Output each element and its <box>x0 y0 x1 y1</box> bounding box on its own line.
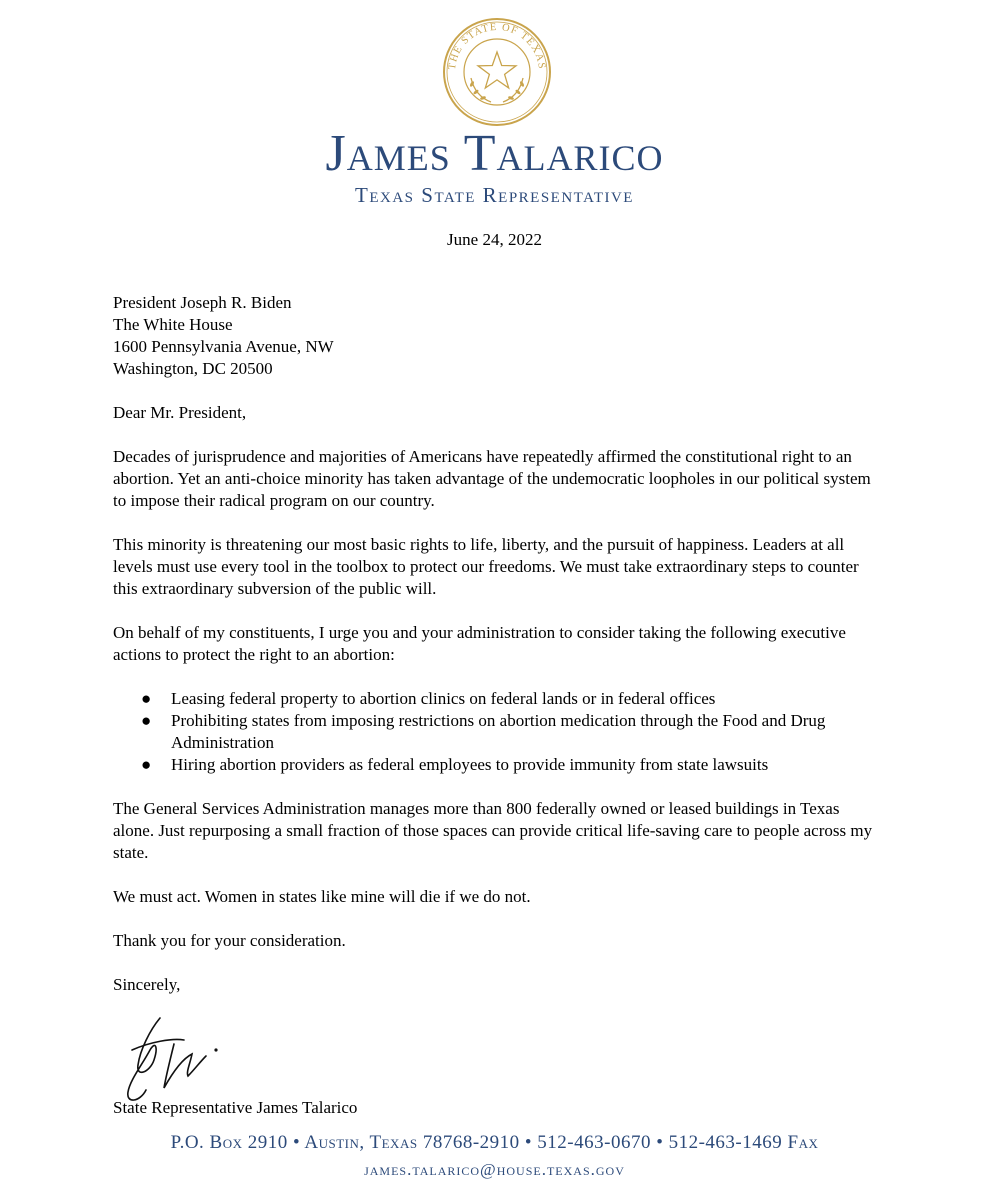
paragraph: Decades of jurisprudence and majorities of Americans have repeatedly affirmed the constitutional right to an abortion. Yet an anti-choice minority has taken advantage of the undemocratic loopholes in our political system to impose their radical program on our country. <box>113 447 871 510</box>
texas-state-seal-icon <box>441 16 553 128</box>
signer-name: State Representative James Talarico <box>113 1098 358 1117</box>
list-item-text: Leasing federal property to abortion clinics on federal lands or in federal offices <box>171 689 716 708</box>
recipient-line: President Joseph R. Biden <box>113 293 292 312</box>
bullet-icon: ● <box>141 689 152 708</box>
svg-text:THE STATE OF TEXAS: THE STATE OF TEXAS <box>446 21 548 71</box>
footer-email: james.talarico@house.texas.gov <box>364 1160 625 1179</box>
list-item <box>113 710 873 754</box>
bullet-icon: ● <box>141 711 152 730</box>
letterhead-name: James Talarico <box>325 125 664 182</box>
letterhead-title: Texas State Representative <box>355 183 634 207</box>
paragraph: This minority is threatening our most basic rights to life, liberty, and the pursuit of happiness. Leaders at all levels must use every tool in the toolbox to protect our freedoms. We must take extraordinary steps to counter this extraordinary subversion of the public will. <box>113 535 859 598</box>
footer-address: P.O. Box 2910 • Austin, Texas 78768-2910 • 512-463-0670 • 512-463-1469 Fax <box>170 1132 819 1153</box>
recipient-address <box>113 292 873 380</box>
list-item-text: Prohibiting states from imposing restrictions on abortion medication through the Food and Drug Administration <box>171 711 826 752</box>
paragraph: The General Services Administration manages more than 800 federally owned or leased buildings in Texas alone. Just repurposing a small fraction of those spaces can provide critical life-saving care to people across my state. <box>113 799 873 862</box>
recipient-line: 1600 Pennsylvania Avenue, NW <box>113 337 334 356</box>
signoff: Sincerely, <box>113 975 181 994</box>
letter-date: June 24, 2022 <box>447 230 542 249</box>
bullet-icon: ● <box>141 755 152 774</box>
salutation: Dear Mr. President, <box>113 403 247 422</box>
list-item <box>113 754 873 776</box>
recipient-line: Washington, DC 20500 <box>113 359 273 378</box>
list-item-text: Hiring abortion providers as federal employees to provide immunity from state lawsuits <box>171 755 769 774</box>
paragraph: On behalf of my constituents, I urge you and your administration to consider taking the following executive actions to protect the right to an abortion: <box>113 623 846 664</box>
executive-actions-list <box>113 688 873 776</box>
paragraph: Thank you for your consideration. <box>113 931 346 950</box>
letterhead <box>0 0 989 215</box>
handwritten-signature <box>120 1010 230 1110</box>
recipient-line: The White House <box>113 315 233 334</box>
paragraph: We must act. Women in states like mine will die if we do not. <box>113 887 531 906</box>
list-item <box>113 688 873 710</box>
letter-body <box>113 292 873 996</box>
